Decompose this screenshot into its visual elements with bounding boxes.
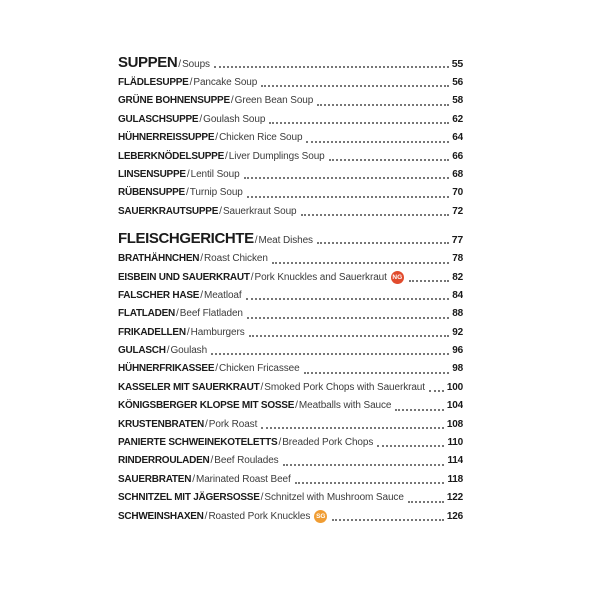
title-separator: /: [192, 473, 195, 485]
title-separator: /: [225, 150, 228, 162]
dish-name-english: Lentil Soup: [190, 168, 240, 180]
dot-leader: [214, 66, 449, 68]
dish-name-english: Marinated Roast Beef: [195, 473, 291, 485]
entry-page-number: 68: [452, 168, 463, 180]
dot-leader: [377, 445, 444, 447]
dish-name-english: Pancake Soup: [193, 77, 258, 88]
entry-page-number: 64: [452, 132, 463, 144]
toc-section-header: [118, 52, 463, 74]
title-separator: /: [205, 418, 208, 430]
dish-name-english: Goulash Soup: [203, 113, 266, 125]
table-of-contents: [118, 52, 463, 526]
entry-page-number: 72: [452, 205, 463, 217]
title-separator: /: [166, 345, 170, 357]
dot-leader: [261, 85, 449, 87]
dish-name-german: SCHNITZEL MIT JÄGERSOSSE: [118, 492, 260, 504]
dish-name-english: Liver Dumplings Soup: [228, 150, 325, 162]
dot-leader: [395, 409, 444, 411]
toc-entry: [118, 184, 463, 202]
dot-leader: [261, 427, 444, 429]
section-title-german: SUPPEN: [118, 54, 178, 71]
title-separator: /: [254, 235, 258, 247]
section-title-english: Soups: [182, 59, 210, 70]
dish-name-german: PANIERTE SCHWEINEKOTELETTS: [118, 437, 278, 449]
section-title-german: FLEISCHGERICHTE: [118, 230, 254, 248]
dot-leader: [211, 353, 449, 355]
toc-entry: [118, 452, 463, 470]
dot-leader: [295, 482, 445, 484]
dish-name-german: GRÜNE BOHNENSUPPE: [118, 95, 230, 107]
dot-leader: [332, 519, 444, 521]
title-separator: /: [219, 205, 222, 217]
dish-name-german: BRATHÄHNCHEN: [118, 253, 200, 265]
dish-name-english: Schnitzel with Mushroom Sauce: [264, 492, 404, 504]
dish-name-english: Roast Chicken: [204, 253, 268, 265]
dish-name-german: FALSCHER HASE: [118, 289, 200, 301]
dish-name-german: HÜHNERREISSUPPE: [118, 132, 215, 144]
title-separator: /: [200, 289, 203, 301]
entry-page-number: 122: [446, 492, 463, 504]
toc-entry: [118, 250, 463, 268]
title-separator: /: [199, 113, 203, 125]
dot-leader: [272, 262, 449, 264]
section-title-english: Meat Dishes: [258, 235, 313, 247]
dish-name-english: Green Bean Soup: [234, 95, 314, 107]
dietary-badge: SG: [314, 510, 327, 523]
toc-entry: [118, 360, 463, 378]
entry-page-number: 110: [447, 437, 463, 449]
toc-section-header: [118, 228, 463, 250]
title-separator: /: [210, 455, 214, 467]
dot-leader: [306, 141, 449, 143]
dish-name-english: Roasted Pork Knuckles: [208, 510, 311, 522]
entry-page-number: 104: [446, 400, 463, 412]
toc-section-items: [118, 250, 463, 526]
dish-name-german: FLATLADEN: [118, 308, 175, 320]
toc-entry: [118, 508, 463, 526]
toc-section: [118, 228, 463, 526]
dish-name-german: FRIKADELLEN: [118, 326, 186, 338]
dish-name-german: SAUERBRATEN: [118, 473, 192, 485]
dish-name-german: FLÄDLESUPPE: [118, 77, 189, 88]
entry-page-number: 70: [452, 187, 463, 199]
title-separator: /: [215, 132, 219, 144]
dish-name-german: SAUERKRAUTSUPPE: [118, 205, 219, 217]
dot-leader: [249, 335, 450, 337]
dish-name-german: GULASCHSUPPE: [118, 113, 199, 125]
entry-page-number: 58: [452, 95, 463, 107]
dot-leader: [301, 214, 450, 216]
dish-name-english: Breaded Pork Chops: [282, 437, 374, 449]
dish-name-english: Meatballs with Sauce: [298, 400, 392, 412]
title-separator: /: [186, 168, 190, 180]
title-separator: /: [215, 363, 219, 375]
entry-page-number: 84: [452, 289, 463, 301]
dot-leader: [244, 177, 450, 179]
dot-leader: [429, 390, 444, 392]
dish-name-german: SCHWEINSHAXEN: [118, 510, 204, 522]
title-separator: /: [185, 187, 189, 199]
toc-entry: [118, 434, 463, 452]
dish-name-german: KÖNIGSBERGER KLOPSE MIT SOSSE: [118, 400, 295, 412]
title-separator: /: [278, 437, 282, 449]
title-separator: /: [250, 271, 254, 283]
toc-entry: [118, 269, 463, 287]
dish-name-english: Pork Roast: [208, 418, 258, 430]
entry-page-number: 108: [446, 418, 463, 430]
toc-entry: [118, 397, 463, 415]
entry-page-number: 78: [452, 253, 463, 265]
dot-leader: [317, 104, 449, 106]
dish-name-german: RÜBENSUPPE: [118, 187, 185, 199]
title-separator: /: [189, 77, 193, 88]
title-separator: /: [186, 326, 190, 338]
toc-entry: [118, 305, 463, 323]
dish-name-german: RINDERROULADEN: [118, 455, 210, 467]
dot-leader: [269, 122, 449, 124]
section-page-number: 55: [451, 58, 463, 70]
dot-leader: [317, 242, 449, 244]
dish-name-english: Meatloaf: [203, 289, 242, 301]
title-separator: /: [295, 400, 298, 412]
dish-name-english: Chicken Fricassee: [219, 363, 300, 375]
toc-entry: [118, 111, 463, 129]
dish-name-english: Beef Flatladen: [179, 308, 243, 320]
dish-name-english: Chicken Rice Soup: [219, 132, 303, 144]
toc-entry: [118, 379, 463, 397]
toc-entry: [118, 148, 463, 166]
title-separator: /: [260, 381, 264, 393]
dish-name-english: Goulash: [170, 345, 208, 357]
entry-page-number: 92: [452, 326, 463, 338]
title-separator: /: [204, 510, 208, 522]
title-separator: /: [200, 253, 204, 265]
entry-page-number: 114: [447, 455, 463, 467]
toc-entry: [118, 74, 463, 92]
dish-name-english: Beef Roulades: [214, 455, 279, 467]
toc-entry: [118, 92, 463, 110]
dish-name-english: Sauerkraut Soup: [222, 205, 297, 217]
toc-entry: [118, 129, 463, 147]
dish-name-german: HÜHNERFRIKASSEE: [118, 363, 215, 375]
title-separator: /: [230, 95, 234, 107]
entry-page-number: 66: [452, 150, 463, 162]
entry-page-number: 56: [452, 77, 463, 88]
dot-leader: [247, 317, 449, 319]
entry-page-number: 88: [452, 308, 463, 320]
dot-leader: [304, 372, 450, 374]
dish-name-german: LEBERKNÖDELSUPPE: [118, 150, 225, 162]
toc-entry: [118, 166, 463, 184]
dot-leader: [329, 159, 450, 161]
dot-leader: [283, 464, 445, 466]
dot-leader: [246, 298, 450, 300]
dish-name-english: Turnip Soup: [189, 187, 243, 199]
title-separator: /: [176, 308, 179, 320]
entry-page-number: 82: [452, 271, 463, 283]
toc-entry: [118, 342, 463, 360]
title-separator: /: [178, 59, 182, 70]
dot-leader: [247, 196, 450, 198]
toc-entry: [118, 203, 463, 221]
dish-name-english: Hamburgers: [190, 326, 245, 338]
entry-page-number: 100: [446, 381, 463, 393]
title-separator: /: [260, 492, 264, 504]
section-page-number: 77: [451, 234, 463, 247]
dish-name-english: Pork Knuckles and Sauerkraut: [254, 271, 387, 283]
entry-page-number: 96: [452, 345, 463, 357]
entry-page-number: 118: [447, 473, 463, 485]
dot-leader: [408, 501, 444, 503]
dot-leader: [409, 280, 449, 282]
toc-entry: [118, 489, 463, 507]
dish-name-german: EISBEIN UND SAUERKRAUT: [118, 271, 250, 283]
dish-name-german: KRUSTENBRATEN: [118, 418, 205, 430]
entry-page-number: 98: [452, 363, 463, 375]
entry-page-number: 126: [446, 510, 463, 522]
toc-entry: [118, 471, 463, 489]
toc-entry: [118, 416, 463, 434]
toc-entry: [118, 324, 463, 342]
dish-name-german: GULASCH: [118, 345, 166, 357]
dish-name-german: KASSELER MIT SAUERKRAUT: [118, 381, 260, 393]
dietary-badge: NG: [391, 271, 404, 284]
entry-page-number: 62: [452, 113, 463, 125]
dish-name-english: Smoked Pork Chops with Sauerkraut: [264, 381, 425, 393]
dish-name-german: LINSENSUPPE: [118, 168, 186, 180]
toc-entry: [118, 287, 463, 305]
toc-section: [118, 52, 463, 221]
toc-section-items: [118, 74, 463, 221]
